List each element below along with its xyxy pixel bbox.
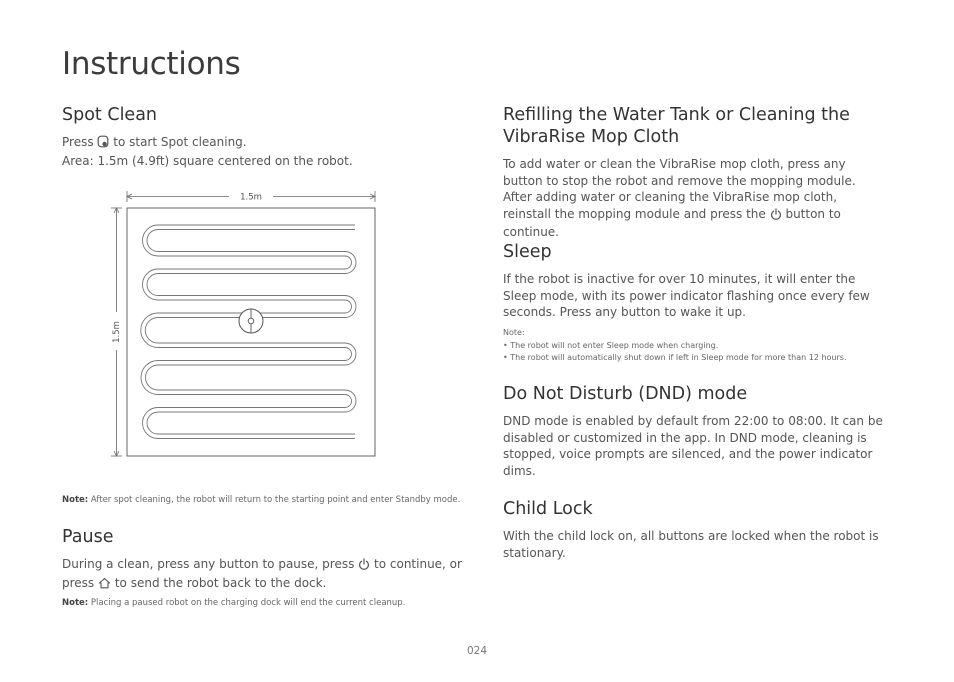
spot-clean-note-text: After spot cleaning, the robot will return to the starting point and enter Standby mode. <box>90 495 461 505</box>
home-icon <box>98 577 111 594</box>
spot-clean-area-diagram <box>105 188 385 462</box>
pause-text-b: to continue, or press <box>62 557 462 590</box>
dnd-heading: Do Not Disturb (DND) mode <box>503 384 748 404</box>
robot-icon <box>239 309 263 333</box>
page-number: 024 <box>466 645 488 657</box>
note-label: Note: <box>62 495 89 505</box>
sleep-heading: Sleep <box>503 242 552 262</box>
spot-clean-icon <box>97 135 109 153</box>
pause-text-a: During a clean, press any button to pause, press <box>62 557 355 571</box>
spot-clean-start-text: to start Spot cleaning. <box>113 135 247 149</box>
sleep-text: If the robot is inactive for over 10 minutes, it will enter the Sleep mode, with its power indicator flashing once every few seconds. Press any button to wake it up. <box>503 272 870 320</box>
pause-text-c: to send the robot back to the dock. <box>114 575 327 590</box>
refill-text-a: To add water or clean the VibraRise mop cloth, press any button to stop the robot and remove the mopping module. After adding water or cleaning the VibraRise mop cloth, reinstall the mopping module and press the <box>503 157 856 221</box>
dnd-text: DND mode is enabled by default from 22:00 to 08:00. It can be disabled or customized in the app. In DND mode, cleaning is stopped, voice prompts are silenced, and the power indicator dims. <box>503 414 883 478</box>
spot-clean-text <box>62 134 462 169</box>
height-label: 1.5m <box>112 321 122 343</box>
refill-heading: Refilling the Water Tank or Cleaning the VibraRise Mop Cloth <box>503 105 850 147</box>
power-icon <box>358 558 370 575</box>
child-lock-text: With the child lock on, all buttons are locked when the robot is stationary. <box>503 529 879 560</box>
note-label: Note: <box>62 598 89 608</box>
pause-note-text: Placing a paused robot on the charging dock will end the current cleanup. <box>90 598 406 608</box>
spot-clean-press-text: Press <box>62 135 94 149</box>
spot-clean-note <box>62 494 482 507</box>
spot-clean-area-text: Area: 1.5m (4.9ft) square centered on the robot. <box>62 153 353 168</box>
pause-note <box>62 597 482 610</box>
power-icon <box>770 208 782 225</box>
child-lock-heading: Child Lock <box>503 499 593 519</box>
page-title: Instructions <box>62 46 241 82</box>
pause-heading: Pause <box>62 527 114 547</box>
sleep-note-bullet: • The robot will not enter Sleep mode when charging. <box>503 340 719 350</box>
spot-clean-heading: Spot Clean <box>62 105 158 125</box>
pause-text <box>62 556 462 593</box>
sleep-note-bullet: • The robot will automatically shut down if left in Sleep mode for more than 12 hours. <box>503 353 847 362</box>
width-label: 1.5m <box>240 192 262 203</box>
refill-text-b: button to continue. <box>503 206 841 240</box>
sleep-note <box>503 327 903 365</box>
note-label: Note: <box>503 328 525 337</box>
refill-text <box>503 156 886 241</box>
